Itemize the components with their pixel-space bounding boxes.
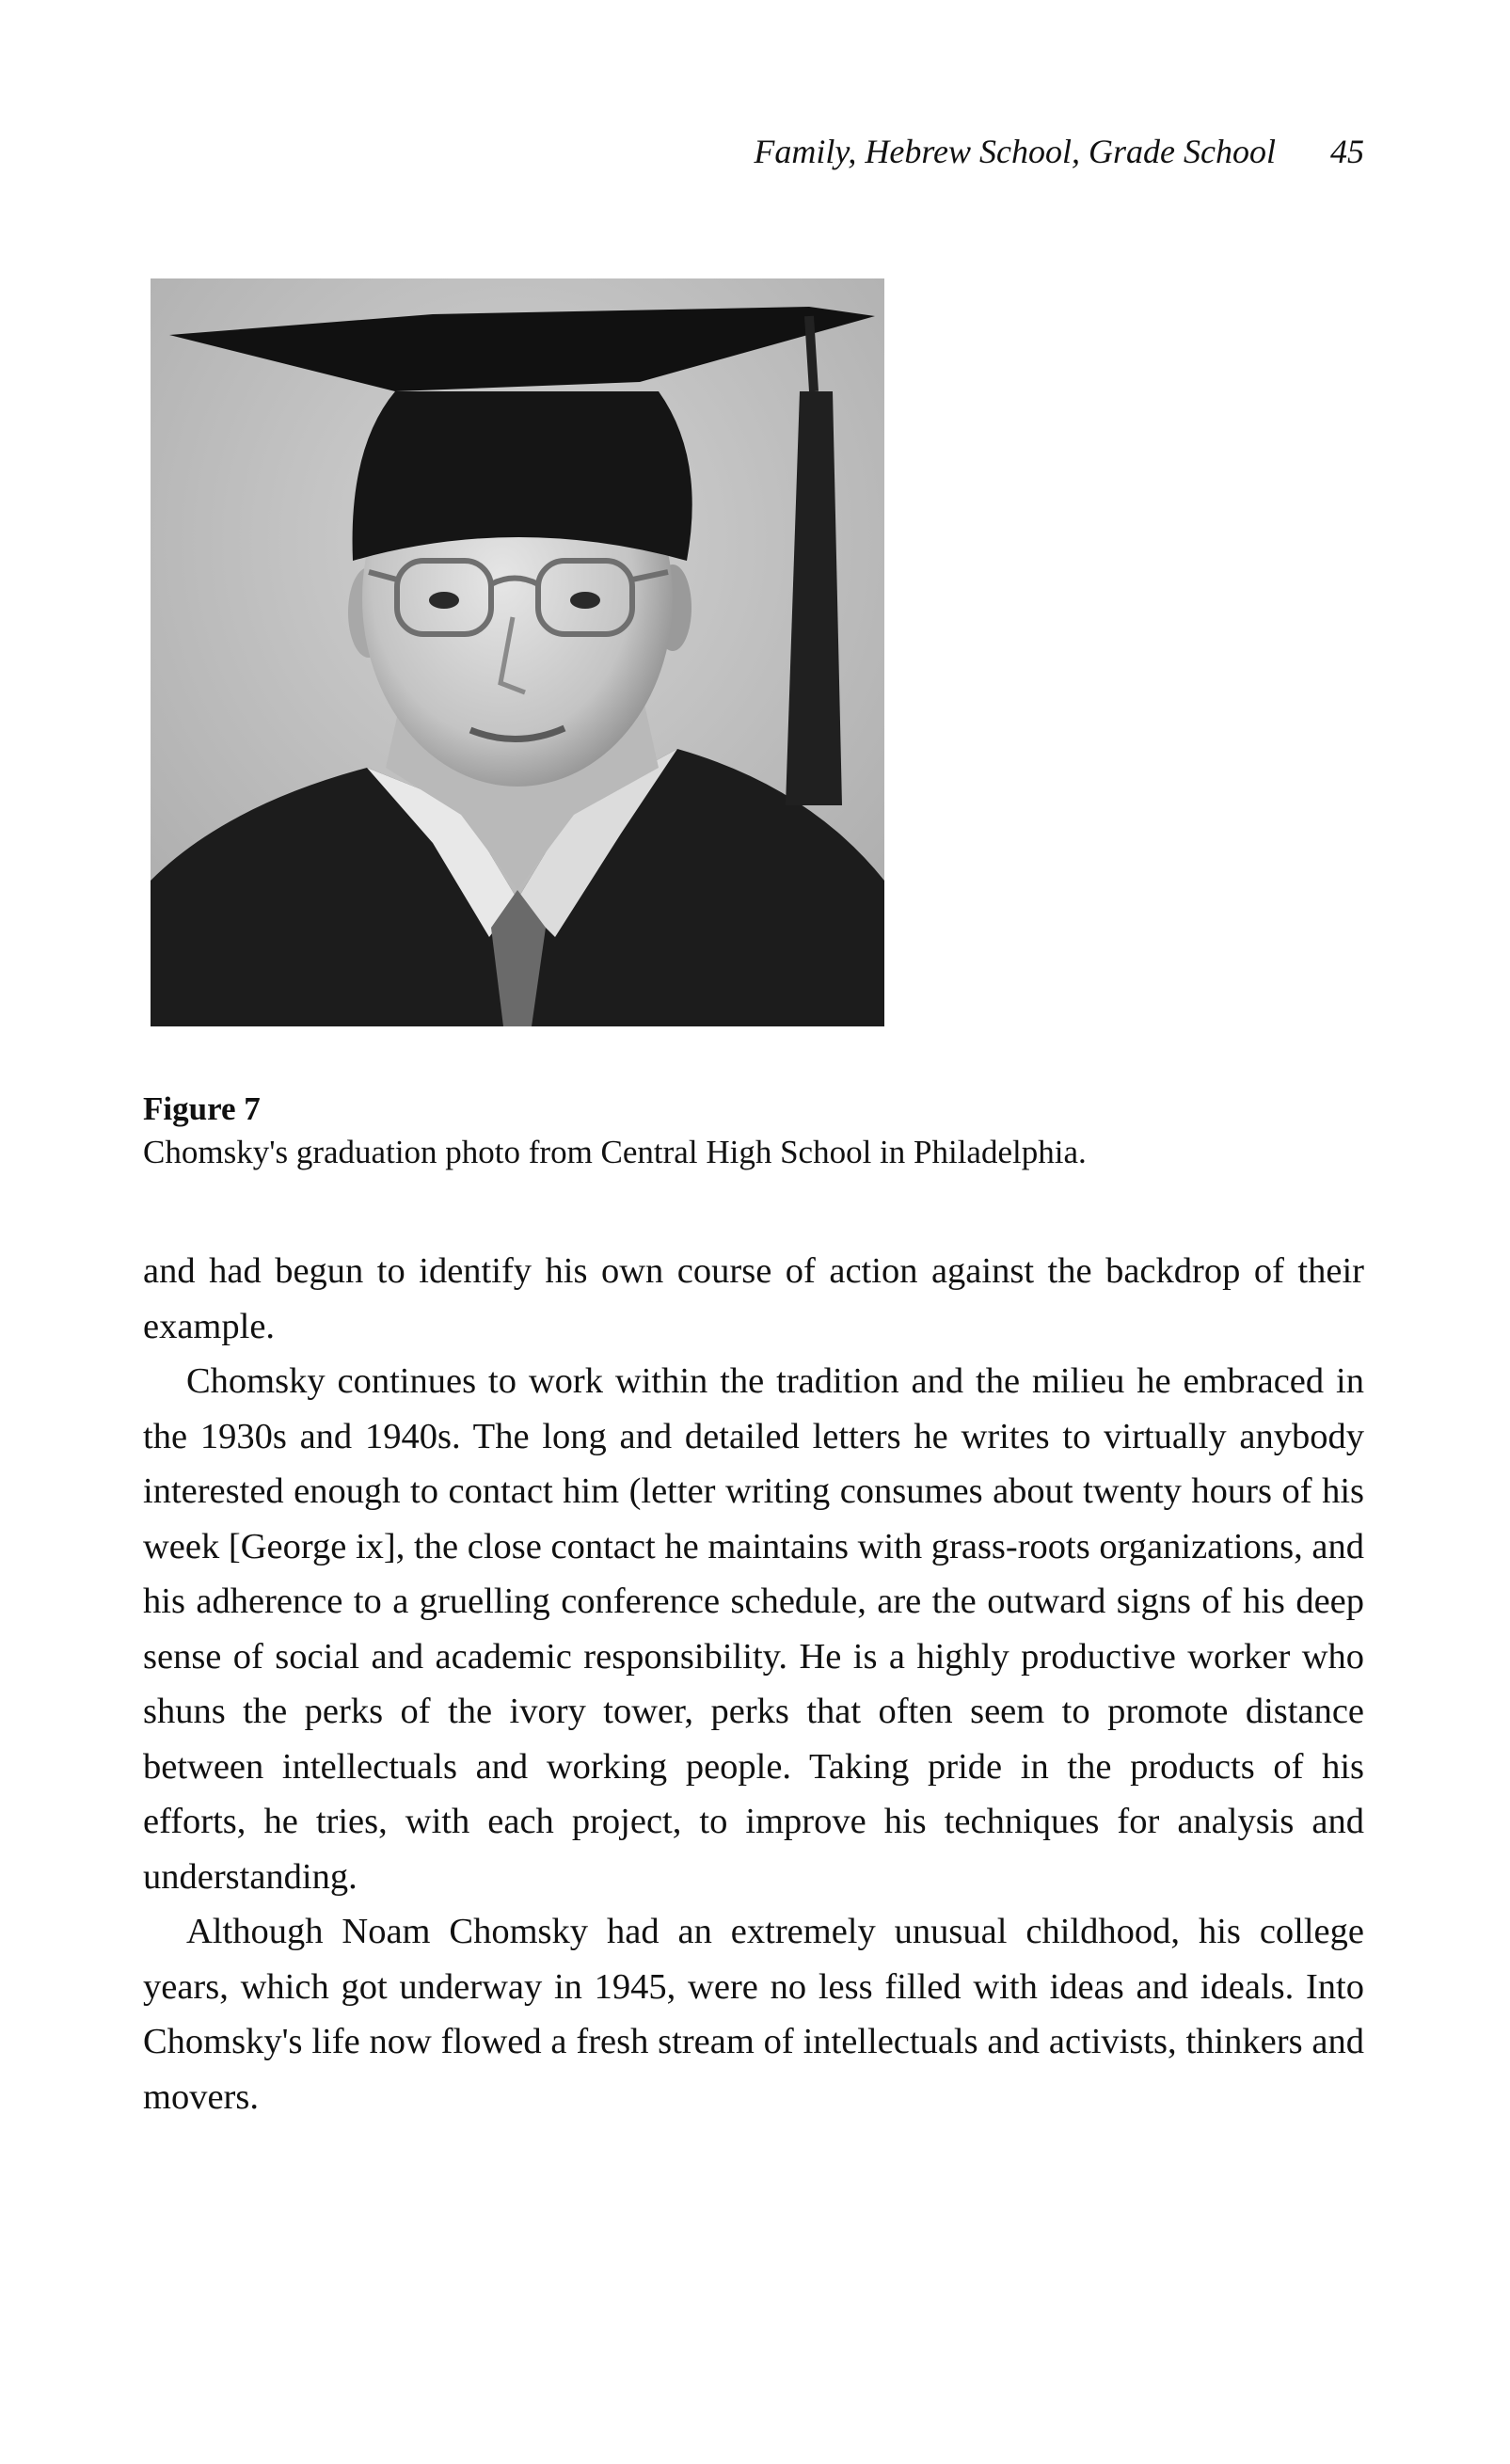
body-text [143, 1244, 1364, 2124]
graduation-photo [151, 278, 884, 1026]
figure-caption [143, 1088, 1366, 1174]
paragraph-continued: and had begun to identify his own course of action against the backdrop of their example. [143, 1251, 1364, 1346]
page-number: 45 [1330, 133, 1364, 170]
graduation-photo-portrait [151, 278, 884, 1026]
figure-caption-text: Chomsky's graduation photo from Central High School in Philadelphia. [143, 1134, 1087, 1170]
figure-label: Figure 7 [143, 1090, 261, 1127]
running-head-title: Family, Hebrew School, Grade School [754, 133, 1276, 170]
running-head [754, 132, 1364, 171]
paragraph: Although Noam Chomsky had an extremely unusual childhood, his college years, which got underway in 1945, were no less filled with ideas and ideals. Into Chomsky's life now flowed a fresh stream of intellectuals and activists, thinkers and movers. [143, 1912, 1364, 2117]
paragraph: Chomsky continues to work within the tradition and the milieu he embraced in the 1930s and 1940s. The long and detailed letters he writes to virtually anybody interested enough to contact him (letter writing consumes about twenty hours of his week [George ix], the close contact he maintains with grass-roots organizations, and his adherence to a gruelling conference schedule, are the outward signs of his deep sense of social and academic responsibility. He is a highly productive worker who shuns the perks of the ivory tower, perks that often seem to promote distance between intellectuals and working people. Taking pride in the products of his efforts, he tries, with each project, to improve his techniques for analysis and understanding. [143, 1361, 1364, 1897]
